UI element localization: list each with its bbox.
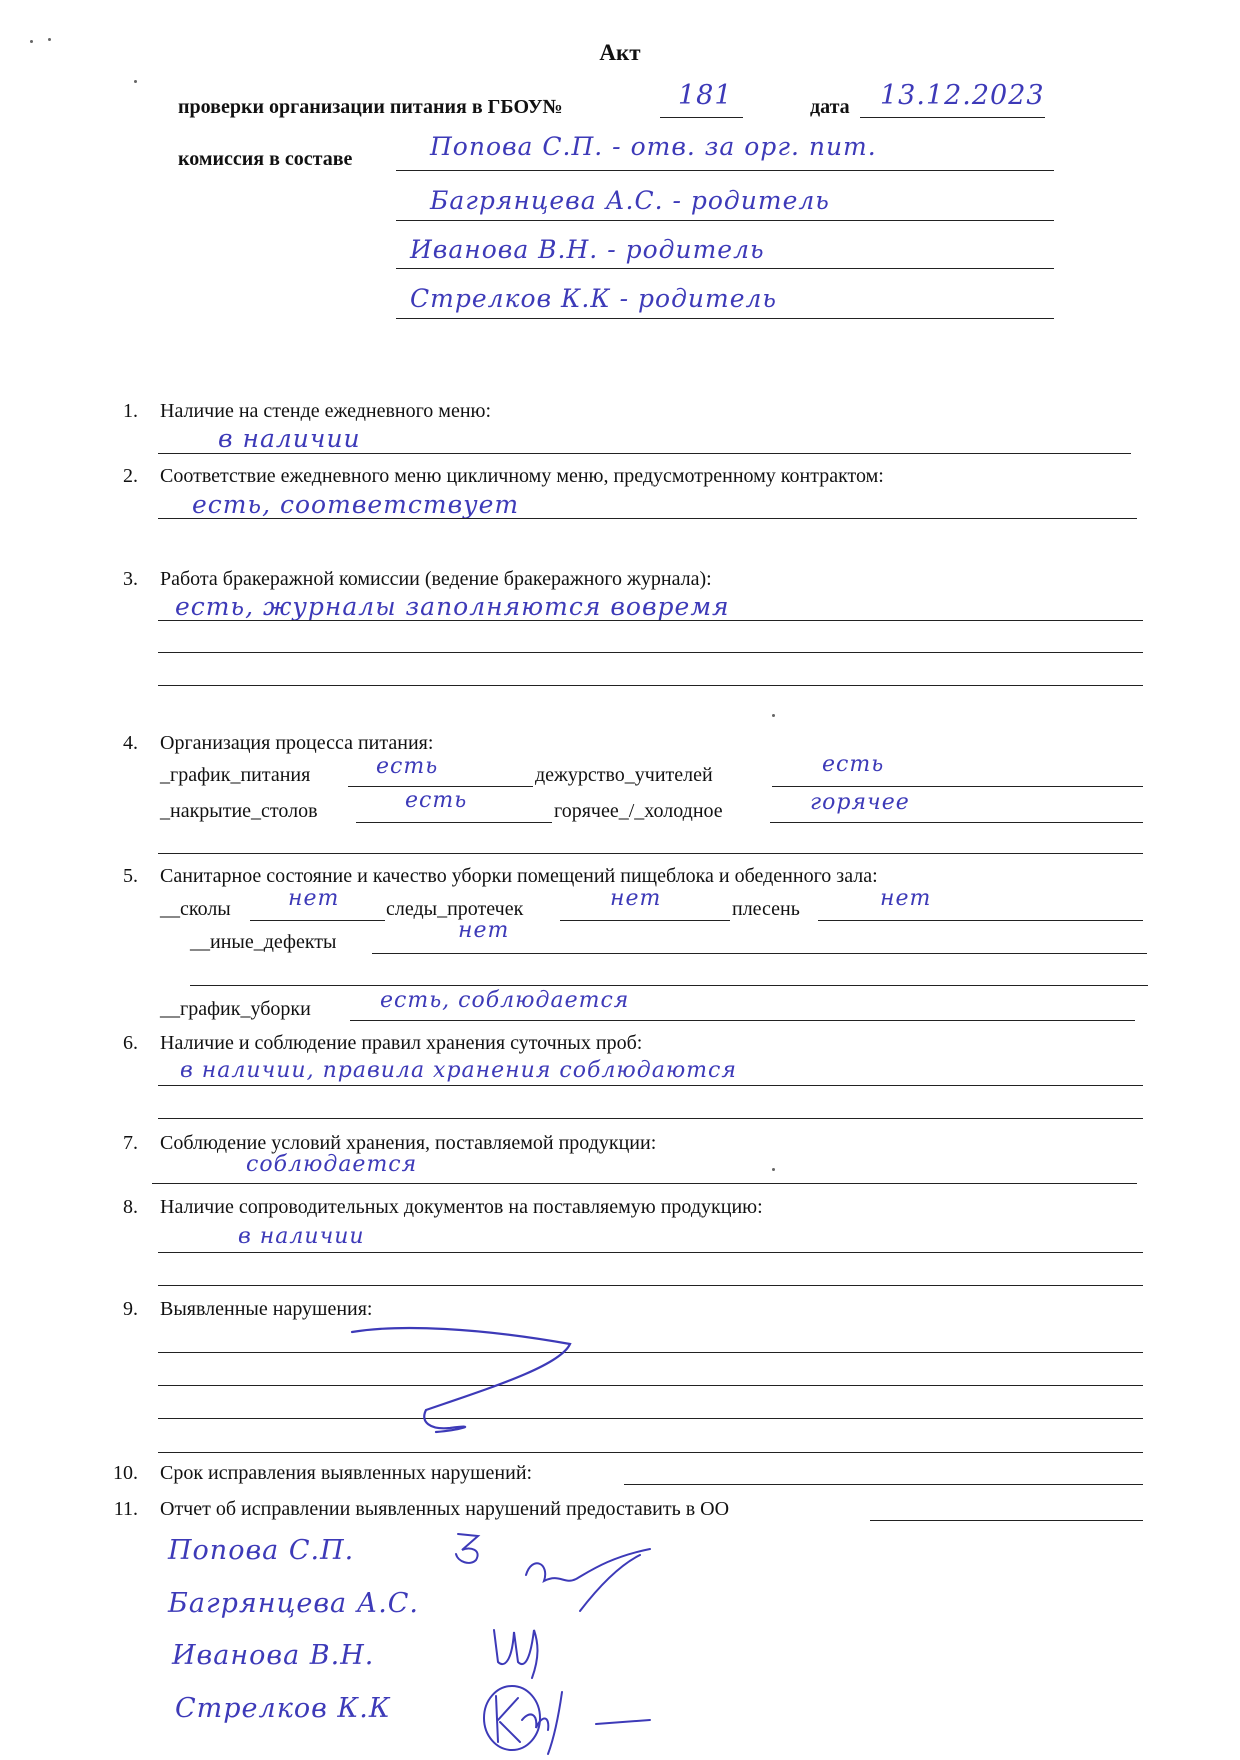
field-line: [560, 920, 730, 921]
field-line: [372, 953, 1147, 954]
field-line: [250, 920, 385, 921]
signature-name: Багрянцева А.С.: [168, 1588, 420, 1619]
answer-line: [190, 985, 1148, 986]
item-label: Наличие сопроводительных документов на поставляемую продукцию:: [160, 1196, 763, 1218]
answer-line: [158, 1385, 1143, 1386]
field-label: дежурство_учителей: [535, 764, 713, 786]
answer-line: [158, 1285, 1143, 1286]
item-number: 10.: [113, 1462, 138, 1484]
commission-line: [396, 220, 1054, 221]
date-label: дата: [810, 96, 850, 118]
item-answer: в наличии: [238, 1224, 365, 1249]
item-answer: есть, соответствует: [192, 490, 520, 519]
field-value: есть, соблюдается: [380, 988, 630, 1013]
answer-line: [158, 1085, 1143, 1086]
scan-speck: [772, 1168, 775, 1171]
commission-line: [396, 170, 1054, 171]
answer-line: [158, 453, 1131, 454]
field-line: [348, 786, 533, 787]
signature-name: Стрелков К.К: [175, 1693, 391, 1724]
item-number: 9.: [123, 1298, 138, 1320]
item-label: Работа бракеражной комиссии (ведение бракеражного журнала):: [160, 568, 712, 590]
answer-line: [158, 1352, 1143, 1353]
scan-speck: [134, 80, 137, 83]
signature-name: Попова С.П.: [168, 1535, 355, 1566]
scan-speck: [772, 714, 775, 717]
item-number: 4.: [123, 732, 138, 754]
field-label: _накрытие_столов: [160, 800, 318, 822]
signature-name: Иванова В.Н.: [172, 1640, 375, 1671]
answer-line: [158, 853, 1143, 854]
item-number: 2.: [123, 465, 138, 487]
commission-line: [396, 318, 1054, 319]
field-label: горячее_/_холодное: [554, 800, 723, 822]
field-value: горячее: [810, 790, 910, 815]
item-answer: в наличии, правила хранения соблюдаются: [180, 1058, 737, 1083]
field-label: __сколы: [160, 898, 231, 920]
answer-line: [158, 518, 1137, 519]
commission-member: Багрянцева А.С. - родитель: [430, 186, 830, 215]
item-label: Соблюдение условий хранения, поставляемой продукции:: [160, 1132, 657, 1154]
field-value: нет: [610, 886, 662, 911]
signature-mark: [478, 1680, 658, 1760]
commission-member: Стрелков К.К - родитель: [410, 284, 778, 313]
answer-line: [158, 652, 1143, 653]
field-line: [772, 786, 1143, 787]
answer-line: [870, 1520, 1143, 1521]
item-answer: есть, журналы заполняются вовремя: [175, 592, 730, 621]
field-value: нет: [880, 886, 932, 911]
field-label: _график_питания: [160, 764, 311, 786]
item-label: Наличие на стенде ежедневного меню:: [160, 400, 492, 422]
inspection-label: проверки организации питания в ГБОУ№: [178, 96, 563, 118]
answer-line: [158, 620, 1143, 621]
answer-line: [624, 1484, 1143, 1485]
field-value: нет: [458, 918, 510, 943]
field-label: __иные_дефекты: [190, 931, 337, 953]
field-line: [770, 822, 1143, 823]
document-title: Акт: [599, 40, 641, 65]
signature-mark: [488, 1622, 558, 1682]
signature-mark: [452, 1528, 488, 1568]
field-line: [356, 822, 552, 823]
field-value: есть: [376, 754, 439, 779]
item-label: Санитарное состояние и качество уборки помещений пищеблока и обеденного зала:: [160, 865, 878, 887]
field-line: [818, 920, 1143, 921]
answer-line: [158, 1118, 1143, 1119]
field-label: плесень: [732, 898, 800, 920]
field-label: следы_протечек: [386, 898, 524, 920]
item-number: 8.: [123, 1196, 138, 1218]
item-number: 1.: [123, 400, 138, 422]
answer-line: [152, 1183, 1137, 1184]
answer-line: [158, 1452, 1143, 1453]
date-value: 13.12.2023: [880, 80, 1045, 111]
item-label: Организация процесса питания:: [160, 732, 434, 754]
answer-line: [158, 1252, 1143, 1253]
answer-line: [158, 1418, 1143, 1419]
field-value: есть: [405, 788, 468, 813]
school-number-line: [660, 117, 743, 118]
item-number: 11.: [113, 1498, 138, 1520]
z-strike-mark: [340, 1318, 610, 1438]
item-label: Соответствие ежедневного меню цикличному меню, предусмотренному контрактом:: [160, 465, 884, 487]
field-label: __график_уборки: [160, 998, 311, 1020]
item-label: Выявленные нарушения:: [160, 1298, 373, 1320]
commission-member: Иванова В.Н. - родитель: [410, 235, 765, 264]
item-label: Отчет об исправлении выявленных нарушений предоставить в ОО: [160, 1498, 730, 1520]
field-value: есть: [822, 752, 885, 777]
item-label: Срок исправления выявленных нарушений:: [160, 1462, 533, 1484]
item-answer: соблюдается: [246, 1152, 418, 1177]
field-line: [350, 1020, 1135, 1021]
school-number-value: 181: [678, 80, 733, 111]
item-label: Наличие и соблюдение правил хранения суточных проб:: [160, 1032, 643, 1054]
item-number: 6.: [123, 1032, 138, 1054]
commission-member: Попова С.П. - отв. за орг. пит.: [430, 132, 877, 161]
field-value: нет: [288, 886, 340, 911]
item-number: 5.: [123, 865, 138, 887]
answer-line: [158, 685, 1143, 686]
commission-label: комиссия в составе: [178, 148, 353, 170]
item-answer: в наличии: [218, 424, 361, 453]
item-number: 7.: [123, 1132, 138, 1154]
date-line: [860, 117, 1045, 118]
item-number: 3.: [123, 568, 138, 590]
commission-line: [396, 268, 1054, 269]
signature-mark: [520, 1545, 660, 1615]
